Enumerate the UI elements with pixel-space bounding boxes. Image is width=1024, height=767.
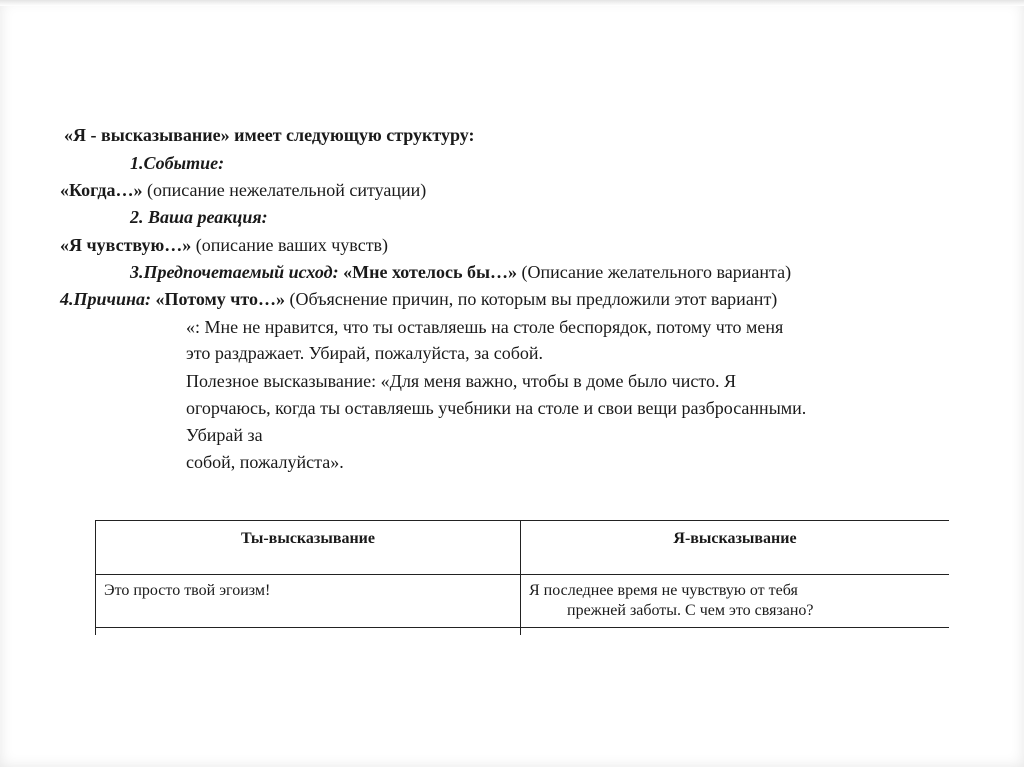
cell-you-statement: Это просто твой эгоизм! (96, 575, 521, 628)
example-line: Полезное высказывание: «Для меня важно, чтобы в доме было чисто. Я (186, 371, 736, 391)
item-feel-phrase: «Я чувствую…» (60, 235, 196, 255)
comparison-table (95, 520, 949, 635)
item-reason-label: 4.Причина: (60, 289, 156, 309)
item-outcome-label: 3.Предпочетаемый исход: (130, 262, 344, 282)
cell-cut-off (521, 628, 950, 636)
example-line: Убирай за (186, 425, 263, 445)
header-i-statement: Я-высказывание (521, 521, 950, 575)
cell-i-line2: прежней заботы. С чем это связано? (567, 602, 814, 619)
item-event-label: 1.Событие: (130, 153, 225, 173)
item-reaction (130, 206, 268, 228)
table-row-cut-off (96, 628, 950, 636)
comparison-table-clip (95, 520, 949, 635)
item-outcome (130, 261, 791, 283)
structure-heading: «Я - высказывание» имеет следующую структуру: (64, 125, 475, 145)
item-feel (60, 234, 388, 256)
cell-i-statement (521, 575, 950, 628)
item-feel-desc: (описание ваших чувств) (195, 235, 389, 255)
item-reason-phrase: «Потому что…» (155, 289, 286, 309)
example-line: собой, пожалуйста». (186, 452, 344, 472)
example-line: огорчаюсь, когда ты оставляешь учебники на столе и свои вещи разбросанными. (186, 398, 807, 418)
cell-cut-off (96, 628, 521, 636)
table-header-row (96, 521, 950, 575)
header-you-statement: Ты-высказывание (96, 521, 521, 575)
item-outcome-desc: (Описание желательного варианта) (517, 262, 792, 282)
item-when-desc: (описание нежелательной ситуации) (142, 180, 427, 200)
cell-i-line1: Я последнее время не чувствую от тебя (529, 582, 798, 599)
item-when-phrase: «Когда…» (60, 180, 143, 200)
item-reason-desc: (Объяснение причин, по которым вы предложили этот вариант) (285, 289, 778, 309)
item-reaction-label: 2. Ваша реакция: (130, 207, 268, 227)
item-event (130, 152, 224, 174)
table-row (96, 575, 950, 628)
example-line: «: Мне не нравится, что ты оставляешь на столе беспорядок, потому что меня (186, 317, 784, 337)
item-reason (60, 288, 777, 310)
item-outcome-phrase: «Мне хотелось бы…» (343, 262, 518, 282)
item-when (60, 179, 426, 201)
example-line: это раздражает. Убирай, пожалуйста, за собой. (186, 343, 544, 363)
